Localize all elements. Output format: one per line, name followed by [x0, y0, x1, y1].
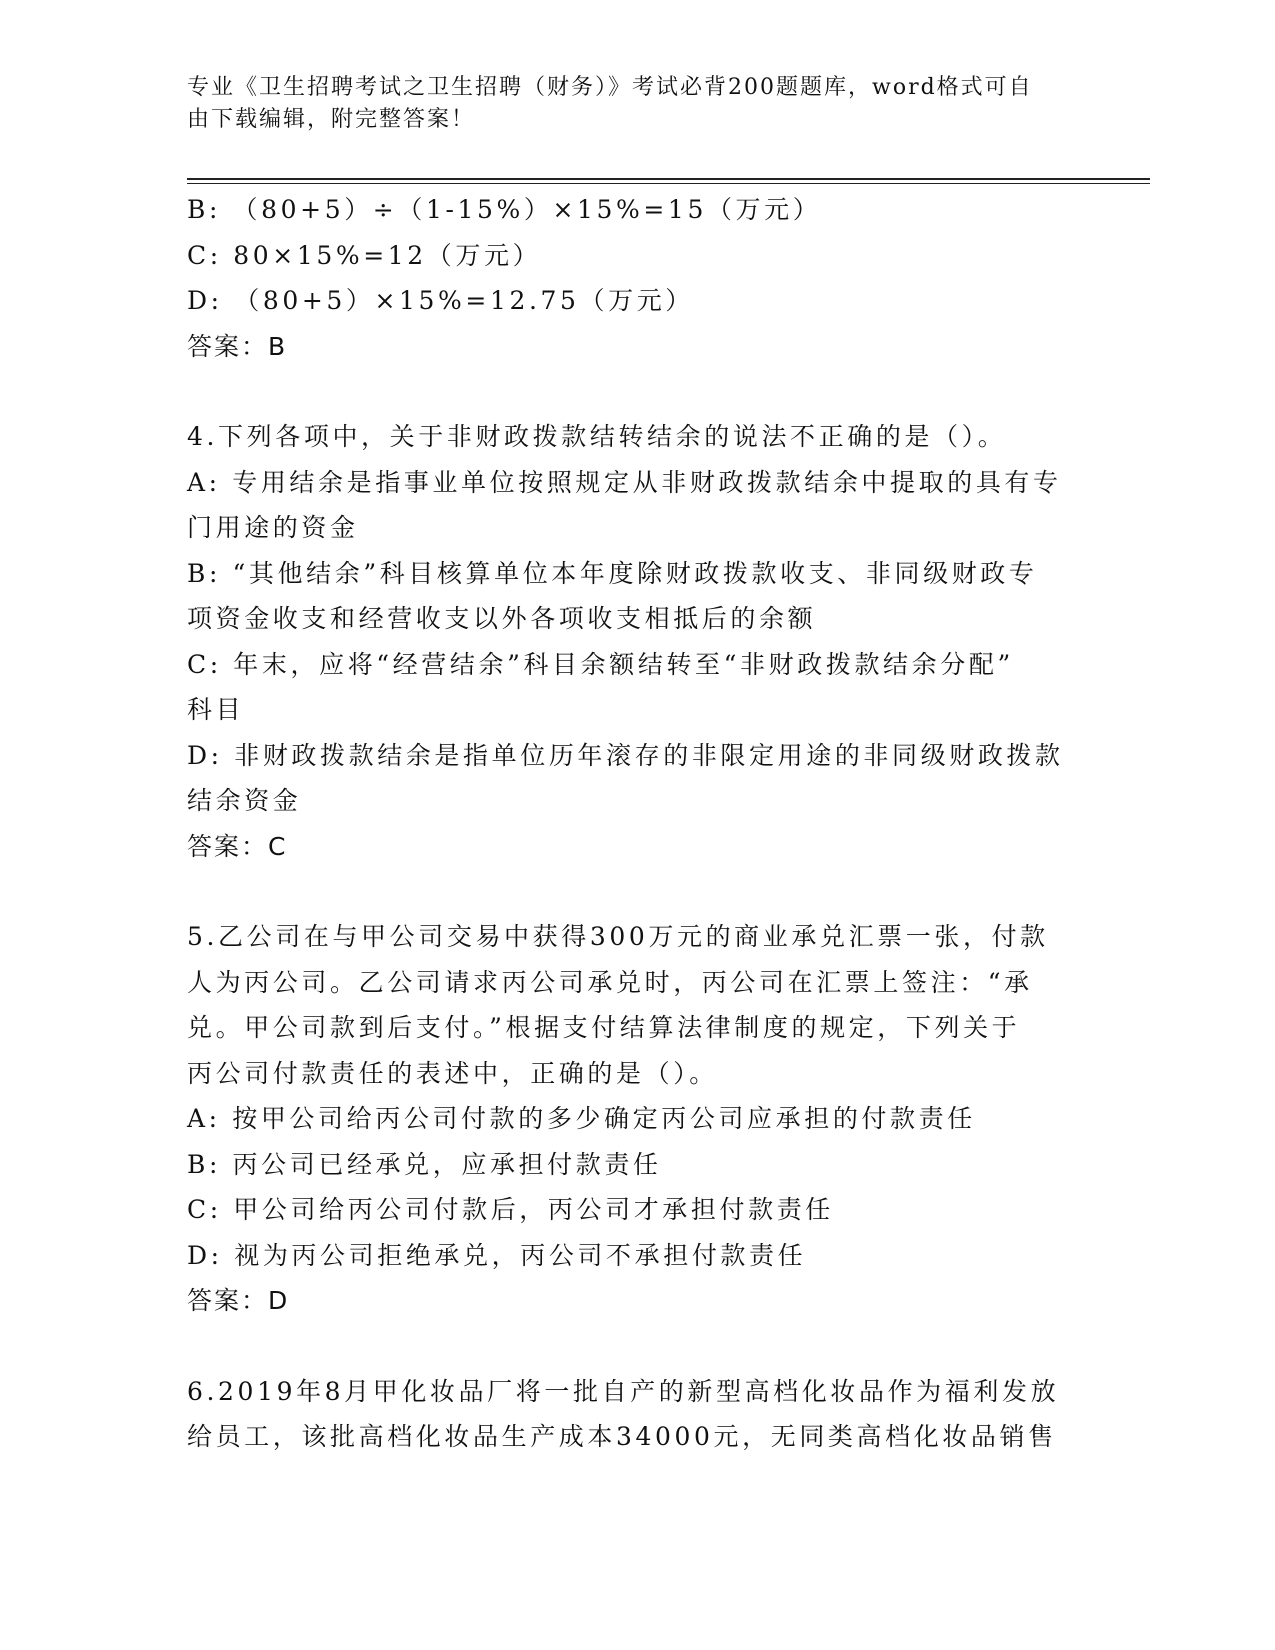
- question-3-option-c: C: 80×15%=12（万元）: [187, 240, 542, 270]
- question-6-stem-cont: 给员工，该批高档化妆品生产成本34000元，无同类高档化妆品销售: [187, 1422, 1057, 1451]
- spacer: [187, 869, 1087, 914]
- question-5-answer: 答案：D: [187, 1286, 290, 1315]
- spacer: [187, 369, 1087, 414]
- question-4-option-b-cont: 项资金收支和经营收支以外各项收支相抵后的余额: [187, 604, 817, 633]
- question-6-stem: 6.2019年8月甲化妆品厂将一批自产的新型高档化妆品作为福利发放: [187, 1376, 1060, 1406]
- header-divider-thick: [187, 178, 1150, 180]
- question-4-option-a: A: 专用结余是指事业单位按照规定从非财政拨款结余中提取的具有专: [187, 467, 1062, 497]
- question-4: [187, 414, 1087, 869]
- question-5-stem: 5.乙公司在与甲公司交易中获得300万元的商业承兑汇票一张，付款: [187, 922, 1049, 951]
- header-title-line-2: 由下载编辑，附完整答案！: [187, 107, 476, 132]
- question-5-stem-cont-3: 丙公司付款责任的表述中，正确的是（）。: [187, 1058, 718, 1088]
- spacer: [187, 1324, 1087, 1369]
- question-5-option-b: B: 丙公司已经承兑，应承担付款责任: [187, 1149, 662, 1179]
- question-5-option-a: A: 按甲公司给丙公司付款的多少确定丙公司应承担的付款责任: [187, 1104, 976, 1133]
- question-3: [187, 187, 1087, 369]
- question-5-option-c: C: 甲公司给丙公司付款后，丙公司才承担付款责任: [187, 1195, 834, 1224]
- question-4-option-a-cont: 门用途的资金: [187, 513, 359, 542]
- question-4-option-d-cont: 结余资金: [187, 786, 302, 815]
- question-5-stem-cont-1: 人为丙公司。乙公司请求丙公司承兑时，丙公司在汇票上签注：“承: [187, 967, 1033, 997]
- question-4-option-c-cont: 科目: [187, 695, 245, 724]
- document-body: [187, 187, 1087, 1460]
- question-3-option-d: D: （80+5）×15%=12.75（万元）: [187, 286, 694, 315]
- page-header: [187, 72, 1087, 136]
- question-4-option-d: D: 非财政拨款结余是指单位历年滚存的非限定用途的非同级财政拨款: [187, 740, 1064, 770]
- question-4-option-b: B: “其他结余”科目核算单位本年度除财政拨款收支、非同级财政专: [187, 558, 1038, 588]
- question-3-answer: 答案：B: [187, 331, 288, 361]
- question-4-answer: 答案：C: [187, 831, 288, 861]
- header-divider-thin: [187, 183, 1150, 184]
- header-title-line-1: 专业《卫生招聘考试之卫生招聘（财务）》考试必背200题题库，word格式可自: [187, 75, 1033, 100]
- question-4-option-c: C: 年末，应将“经营结余”科目余额结转至“非财政拨款结余分配”: [187, 649, 1014, 679]
- question-5-stem-cont-2: 兑。甲公司款到后支付。”根据支付结算法律制度的规定，下列关于: [187, 1013, 1021, 1042]
- question-5: [187, 914, 1087, 1324]
- question-5-option-d: D: 视为丙公司拒绝承兑，丙公司不承担付款责任: [187, 1240, 807, 1270]
- question-4-stem: 4.下列各项中，关于非财政拨款结转结余的说法不正确的是（）。: [187, 422, 1007, 451]
- question-6: [187, 1369, 1087, 1460]
- question-3-option-b: B: （80+5）÷（1-15%）×15%=15（万元）: [187, 195, 822, 224]
